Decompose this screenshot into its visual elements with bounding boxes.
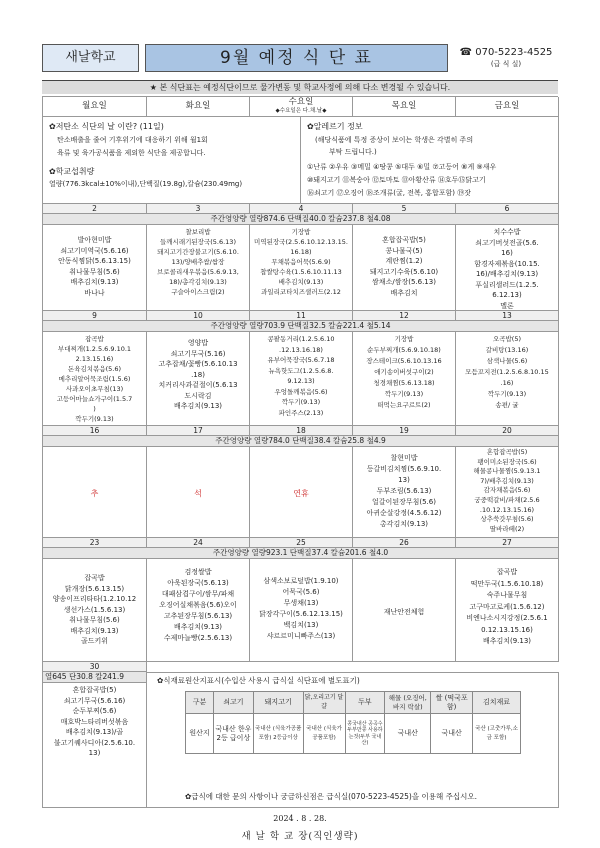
menu-item: 삼색소보로덮밥(1.9.10) [263,577,339,585]
origin-value: 국내산 [385,714,431,754]
info-row [42,116,558,204]
menu-item: 잡곡밥 [84,574,105,582]
menu-item: 쇠고기무국(5.6.16) [63,696,126,705]
origin-header: 쇠고기 [213,692,253,714]
menu-item: 발아현미밥 [77,236,112,244]
menu-cell [250,225,353,311]
menu-item: 혼합잡곡밥(5) [486,448,528,456]
menu-item: 함경자제볶음(10.15. [474,259,540,268]
weekly-nutrition: 주간영양량 열량784.0 단백질38.4 칼슘25.8 철4.9 [43,436,559,447]
menu-cell [147,225,250,311]
origin-header: 두부 [345,692,385,714]
menu-item: 유부어묵장국(5.6.7.18 [267,356,335,364]
menu-item: 수제마늘빵(2.5.6.13) [163,634,233,642]
menu-item: 배추김치(9.13) [70,626,119,635]
menu-cell [43,225,147,311]
menu-item: 무채볶음어묵(5.6.9) [271,258,331,266]
menu-item: 모듬꼬지전(1.2.5.6.8.10.15 [465,368,549,376]
menu-item: 고구마고로케(1.5.6.12) [469,602,545,611]
menu-item: 배추김치(9.13) [482,637,532,645]
principal-sign: 새 날 학 교 장(직인생략) [241,831,359,842]
menu-item: 닭개장(5.6.13.15) [64,584,125,593]
day-header-row [42,96,558,116]
menu-item: 애기송이버섯구이(2) [374,368,434,376]
date-cell: 23 [43,538,147,548]
origin-header: 구분 [186,692,214,714]
menu-item: 오곡밥(5) [492,335,522,343]
allergy-text-2: 부탁 드립니다.) [329,148,377,156]
menu-item: 16)/배추김치(9.13) [475,270,539,278]
menu-cell [353,225,456,311]
origin-header: 닭,오리고기 달걀 [303,692,345,714]
menu-cell [353,559,456,662]
menu-item: 검정쌀밥 [184,568,212,576]
menu-item: 순두부찌(5.6) [72,707,117,715]
date-cell: 19 [353,426,456,436]
menu-item: 푸실리샐러드(1.2.5. [475,280,539,289]
menu-item: 떠먹는요구르트(2) [377,401,431,409]
date-cell: 12 [353,311,456,321]
menu-item: 우엉돌깨볶음(5.6) [274,387,328,396]
menu-item: 백김치(13) [283,621,319,629]
menu-item: 장스테이크(5.6.10.13.16 [366,357,442,365]
menu-item: 깍두기(9.13) [487,390,527,398]
menu-item: 골드키위 [80,637,109,645]
week-2 [42,311,558,426]
menu-cell [43,683,147,808]
menu-item: 2.13.15.16) [75,355,114,363]
menu-item: 송편/ 굴 [495,401,519,409]
menu-item: 매호박느타리버섯볶음 [60,717,129,726]
menu-item: 쌈채소/쌈장(5.6.13) [372,278,436,286]
allergy-text-1: (해당식품에 특정 증상이 보이는 학생은 각별히 주의 [315,136,474,144]
menu-item: 아욱된장국(5.6.13) [167,579,229,587]
date-cell: 27 [456,538,559,548]
contact-block [454,44,558,72]
origin-section [147,672,559,808]
page-title: 9월 예정 식 단 표 [145,44,448,72]
date-cell: 5 [353,204,456,214]
origin-value-row [186,714,521,754]
menu-cell [43,332,147,426]
menu-item: .16) [500,379,514,387]
menu-item: 어묵국(5.6) [282,588,320,596]
menu-item: 미역된장국(2.5.6.10.12.13.15. [254,238,348,246]
date-cell: 4 [250,204,353,214]
menu-item: 대패삼겹구이/쌈무/파채 [161,590,235,598]
menu-item: 치수수밥 [493,228,521,236]
allergy-info [301,116,559,204]
origin-value: 국내산 (식육가공품포함) [303,714,345,754]
origin-value: 국내산 한우2등 급이상 [213,714,253,754]
weekly-nutrition: 주간영양량 열량923.1 단백질37.4 칼슘201.6 철4.0 [43,548,559,559]
allergy-list-2: ⑩돼지고기 ⑪복숭아 ⑫토마토 ⑬아황산류 ⑭호두⑮닭고기 [307,176,486,184]
origin-table [185,691,521,754]
menu-item: 13) [398,476,410,484]
menu-item: 숙주나물무침 [486,591,528,599]
menu-item: 상추쑥갓무침(5.6) [480,515,534,524]
menu-item: 취나물무침(5.6) [69,267,120,276]
menu-item: 찰현미밥 [390,454,418,462]
menu-cell [250,559,353,662]
week-1 [42,204,558,311]
weekly-nutrition: 주간영양량 열량703.9 단백질32.5 칼슘221.4 철5.14 [43,321,559,332]
day-wednesday-sub: ◆수요일은 다.채.날◆ [275,108,327,114]
menu-item: 혼합잡곡밥(5) [72,686,117,694]
menu-item: 깍두기(9.13) [75,415,114,423]
day-friday: 금요일 [456,97,559,117]
day-monday: 월요일 [43,97,147,117]
menu-item: 6.12.13) [492,291,522,299]
menu-item: 감자채볶음(5.6) [483,486,531,495]
menu-item: 혼합잡곡밥(5) [382,236,426,244]
notice-banner: ★ 본 식단표는 예정식단이므로 물가변동 및 학교사정에 의해 다소 변경될 수 있습니다. [42,80,558,94]
contact-note: ✿급식에 대한 문의 사항이나 궁금하신점은 급식실(070-5223-4525)을 이용해 주십시오. [185,792,477,801]
menu-item: 들깨시래기된장국(5.6.13) [160,238,236,246]
department-label: (급 식 실) [490,60,522,68]
low-carbon-title: ✿저탄소 식단의 날 이란? (11일) [49,122,164,131]
menu-cell [250,332,353,426]
menu-item: 구슬아이스크림(2) [171,288,225,296]
menu-item: 딸바라떼(2) [489,524,525,533]
menu-item: 13)/양배추쌈/쌈장 [171,258,225,266]
menu-item: 돼지고기간장불고기(5.6.10. [157,248,239,256]
menu-item: 얼갈이된장무침(5.6) [372,498,436,506]
menu-item: 7)/배추김치(9.13) [480,476,534,485]
origin-header: 해물 (오징어,바지 락살) [385,692,431,714]
menu-item: 생선가스(1.5.6.13) [63,605,126,614]
origin-header: 김치재료 [473,692,521,714]
weekly-nutrition: 열645 단30.8 칼241.9 [43,672,147,683]
menu-item: 파인주스(2.13) [278,408,324,417]
menu-item: 재난안전체험 [383,608,425,616]
allergy-title: ✿알레르기 정보 [307,122,363,131]
intake-title: ✿학교섭취량 [49,167,95,176]
origin-title: ✿식재료원산지표시(수입산 사용시 급식실 식단표에 별도표기) [157,676,360,685]
menu-item: 돼지고기수육(5.6.10) [369,267,439,276]
date-cell: 11 [250,311,353,321]
menu-item: 찰보리밥 [185,228,211,236]
date-cell: 10 [147,311,250,321]
low-carbon-text-2: 육류 및 육가공식품을 제외한 식단을 제공합니다. [57,149,206,157]
date-cell: 17 [147,426,250,436]
menu-item: 16) [501,249,513,257]
menu-item: 배추김치(9.13) [173,623,223,631]
allergy-list-1: ①난류 ②우유 ③메밀 ④땅콩 ⑤대두 ⑥밀 ⑦고등어 ⑧게 ⑨새우 [307,163,497,171]
menu-item: ) [93,405,96,413]
date-cell: 26 [353,538,456,548]
page-header [42,44,558,74]
date-cell: 20 [456,426,559,436]
menu-item: 순두부찌개(5.6.9.10.18) [367,346,441,354]
origin-value: 국산 (고춧가루,소금 포함) [473,714,521,754]
day-wednesday [250,97,353,117]
menu-cell [353,332,456,426]
menu-item: 영양밥 [187,339,209,347]
menu-item: 오징어실채볶음(5.6)오이 [159,601,237,609]
menu-item: 안동식찜닭(5.6.13.15) [58,257,131,265]
date-cell: 6 [456,204,559,214]
menu-item: 등갈비김치찜(5.6.9.10. [366,465,442,473]
menu-item: .18) [191,370,205,379]
menu-item: 콩나물국(5) [385,246,423,255]
menu-item: .10.12.13.15.16) [479,505,535,514]
menu-item: 18)/총각김치(9.13) [169,278,227,286]
menu-cell [353,447,456,538]
menu-item: 기장밥 [291,228,311,236]
menu-item: 두부조림(5.6.13) [376,487,432,495]
menu-item: 사과오이초무침(13) [65,385,124,393]
date-cell: 25 [250,538,353,548]
menu-item: 팽이미소된장국(5.6) [477,457,537,466]
menu-cell [456,225,559,311]
date-cell: 3 [147,204,250,214]
holiday-cell: 석 [147,447,250,538]
menu-item: 고추잡채/꽃빵(5.6.10.13 [158,360,238,368]
origin-header: 쌀 (떡국포함) [431,692,473,714]
menu-cell [43,559,147,662]
menu-item: 브로콜리새우볶음(5.6.9.13, [157,268,239,276]
origin-value: 원산지 [186,714,214,754]
menu-item: 잡곡밥 [85,335,104,343]
low-carbon-info [43,116,301,204]
menu-cell [456,559,559,662]
holiday-cell: 연휴 [250,447,353,538]
menu-cell [147,332,250,426]
menu-item: 배추김치(9.13) [173,402,223,410]
last-week [42,662,558,808]
menu-item: 궁중떡갈비/파채(2.5.6 [474,495,540,504]
day-wednesday-label: 수요일 [288,97,314,107]
menu-item: 계란찜(1.2) [385,257,423,265]
menu-item: 쇠고기무국(5.16) [170,349,226,358]
menu-item: 갈비탕(13.16) [485,346,529,354]
menu-item: 기장밥 [394,335,414,343]
week-3 [42,426,558,538]
origin-value: 국내산 (식육가공품포함) 2등급이상 [253,714,303,754]
menu-item: 쇠고기미역국(5.6.16) [60,246,129,255]
menu-item: 깍두기(9.13) [281,398,321,406]
menu-item: 찹쌀탕수육(1.5.6.10.11.13 [260,268,342,276]
menu-item: 취나물무침(5.6) [69,616,120,624]
holiday-cell: 추 [43,447,147,538]
menu-item: 무생채(13) [283,599,319,607]
school-name: 새날학교 [42,44,139,72]
menu-item: 잡곡밥 [496,568,518,576]
menu-item: 닭장각구이(5.6.12.13.15) [259,610,343,618]
menu-item: 과일리코타치즈샐러드(2.12 [261,288,341,296]
menu-item: 13) [88,749,101,757]
menu-item: 9.12.13) [287,377,315,385]
menu-item: 해물콩나물찜(5.9.13.1 [473,467,541,476]
menu-item: 깍두기(9.13) [384,390,424,398]
menu-item: 치커리사과겉절이(5.6.13 [158,381,238,389]
menu-item: .12.13.16.18) [279,345,323,354]
day-tuesday: 화요일 [147,97,250,117]
menu-item: 삼색나물(5.6) [486,357,528,365]
menu-item: 불고기퀘사디아(2.5.6.10. [53,738,136,747]
menu-item: 돈육김치볶음(5.6) [67,365,122,373]
weekly-nutrition: 주간영양량 열량874.6 단백질40.0 칼슘237.8 철4.08 [43,214,559,225]
menu-item: 도시락김 [184,391,212,400]
menu-item: 샤르르미니빠주스(13) [266,632,336,640]
menu-item: 총각김치(9.13) [379,520,429,528]
menu-item: 배추김치(9.13)/골 [65,728,124,736]
menu-item: 16.18) [290,248,312,256]
menu-item: 비엔나소시지강정(2.5.6.1 [466,614,548,622]
menu-cell [147,559,250,662]
menu-item: 콩팥동거리(1.2.5.6.10 [267,335,335,343]
menu-item: 배추김치 [390,288,418,297]
date-cell: 18 [250,426,353,436]
menu-item: 양송이프리타타(1.2.10.12 [52,595,137,603]
menu-item: 부대찌개(1.2.5.6.9.10.1 [57,345,132,353]
phone-number: ☎ 070-5223-4525 [459,47,553,58]
menu-item: 고추된장무침(5.6.13) [163,612,233,620]
day-thursday: 목요일 [353,97,456,117]
origin-header: 돼지고기 [253,692,303,714]
week-4 [42,538,558,662]
date-cell: 30 [43,662,147,672]
allergy-list-3: ⑯쇠고기 ⑰오징어 ⑱조개류(굴, 전복, 홍합포함) ⑲잣 [307,189,471,197]
date-cell: 13 [456,311,559,321]
date-cell: 9 [43,311,147,321]
issue-date: 2024 . 8 . 28. [273,814,327,823]
intake-text: 열량(776.3kcal±10%이내),단백질(19.8g),칼슘(230.49mg) [49,180,243,188]
origin-value: 국내산 [431,714,473,754]
low-carbon-text-1: 탄소배출을 줄여 기후위기에 대응하기 위해 월1회 [57,136,208,144]
menu-item: 떡만두국(1.5.6.10.18) [470,579,544,588]
menu-cell [456,332,559,426]
menu-item: 0.12.13.15.16) [481,625,533,634]
menu-item: 메추리알어묵조림(1.5.6) [58,375,131,383]
menu-item: 멜론 [500,301,514,310]
origin-header-row [186,692,521,714]
menu-item: 고등어마늘쇼가구이(1.5.7 [56,395,133,403]
menu-item: 배추김치(9.13) [278,278,324,286]
menu-item: 배추김치(9.13) [70,278,119,286]
menu-item: 청경채찜(5.6.13.18) [373,379,435,387]
date-cell: 2 [43,204,147,214]
menu-cell [456,447,559,538]
menu-item: 뉴욕핫도그(1.2.5.6.8. [268,366,334,375]
menu-item: 아귀순살강정(4.5.6.12) [366,509,442,517]
date-cell: 24 [147,538,250,548]
menu-item: 쇠고기버섯전골(5.6. [475,238,539,247]
date-cell: 16 [43,426,147,436]
origin-value: 콩국내산 공곡수 두부만콩 사용하는것(두부 국내산) [345,714,385,754]
menu-item: 바나나 [84,288,105,297]
